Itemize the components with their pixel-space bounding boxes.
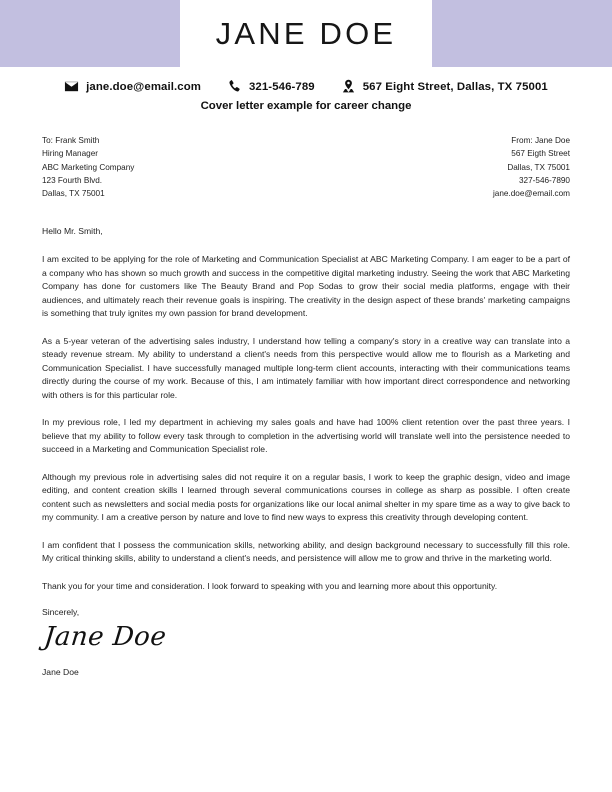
body-paragraph: I am confident that I possess the communication skills, networking ability, and design background necessary to successfully fill this role. My critical thinking skills, ability to understand a client's needs, and persistence will allow me to grow and thrive in the marketing world.	[42, 539, 570, 564]
body-paragraph: Thank you for your time and consideration. I look forward to speaking with you and learning more about this opportunity.	[42, 580, 498, 591]
body-paragraph: In my previous role, I led my department in achieving my sales goals and have had 100% client retention over the past three years. I believe that my ability to follow every task through to completion in the advertising world will translate well into the persistence needed to succeed in a Marketing and Communication Specialist role.	[42, 417, 570, 455]
recipient-line: 123 Fourth Blvd.	[42, 175, 103, 185]
contact-phone-label: 321-546-789	[249, 80, 315, 93]
body-paragraph: Although my previous role in advertising sales did not require it on a regular basis, I work to keep the graphic design, video and image editing, and content creation skills I learned through several communications courses in college as sharp as possible. I often create content such as newsletters and social media posts for organizations like our local animal shelter in my spare time as a way to give back to my community. I am a creative person by nature and love to find new ways to express this creativity through developing content.	[42, 471, 570, 523]
sender-line: 327-546-7890	[519, 175, 570, 185]
sender-line: Dallas, TX 75001	[507, 162, 570, 172]
page-title: JANE DOE	[215, 16, 397, 51]
closing-salutation: Sincerely,	[42, 607, 80, 618]
header-name-block	[180, 0, 432, 67]
contact-item-email[interactable]	[64, 79, 201, 94]
recipient-line: To: Frank Smith	[42, 136, 100, 145]
envelope-icon	[64, 79, 79, 94]
recipient-line: ABC Marketing Company	[42, 162, 135, 172]
sender-line: 567 Eigth Street	[511, 149, 570, 159]
sender-line: jane.doe@email.com	[492, 189, 570, 199]
contact-item-address[interactable]	[341, 79, 548, 94]
signature-script: Jane Doe	[42, 622, 168, 653]
contact-item-phone[interactable]	[227, 79, 315, 94]
document-subtitle: Cover letter example for career change	[200, 100, 412, 112]
body-paragraph: As a 5-year veteran of the advertising sales industry, I understand how telling a company's story in a creative way can translate into a steady revenue stream. My ability to understand a client's needs from this perspective would allow me to flourish as a Marketing and Communication Specialist. I have successfully managed multiple long-term client accounts, interacting with their communications teams directly during the course of my work. Because of this, I am intimately familiar with how important direct correspondence and networking with others is for this particular role.	[42, 335, 570, 400]
contact-address-label: 567 Eight Street, Dallas, TX 75001	[362, 80, 548, 93]
location-pin-icon	[341, 79, 356, 94]
contact-email-label: jane.doe@email.com	[86, 80, 201, 93]
body-paragraph: I am excited to be applying for the role of Marketing and Communication Specialist at ABC Marketing Company. I am eager to be a part of a company who has shown so much growth and success in the competitive digital marketing industry. Seeing the work that ABC Marketing Company has done for customers like The Beauty Brand and Pop Sodas to grow their social media platforms, engage with their audiences, and ultimately reach their revenue goals is inspiring. The creativity in the design aspect of these brands' marketing campaigns is something that truly ignites my own passion for brand development.	[42, 254, 570, 319]
sender-line: From: Jane Doe	[511, 136, 570, 145]
signer-name: Jane Doe	[42, 666, 79, 677]
recipient-line: Hiring Manager	[42, 149, 98, 159]
salutation: Hello Mr. Smith,	[42, 226, 103, 237]
address-block	[0, 112, 612, 200]
recipient-line: Dallas, TX 75001	[42, 189, 105, 199]
contact-row	[0, 67, 612, 94]
phone-icon	[227, 79, 242, 94]
header-banner	[0, 0, 612, 67]
sender-address	[493, 134, 570, 200]
recipient-address	[42, 134, 134, 200]
letter-body	[0, 226, 612, 677]
